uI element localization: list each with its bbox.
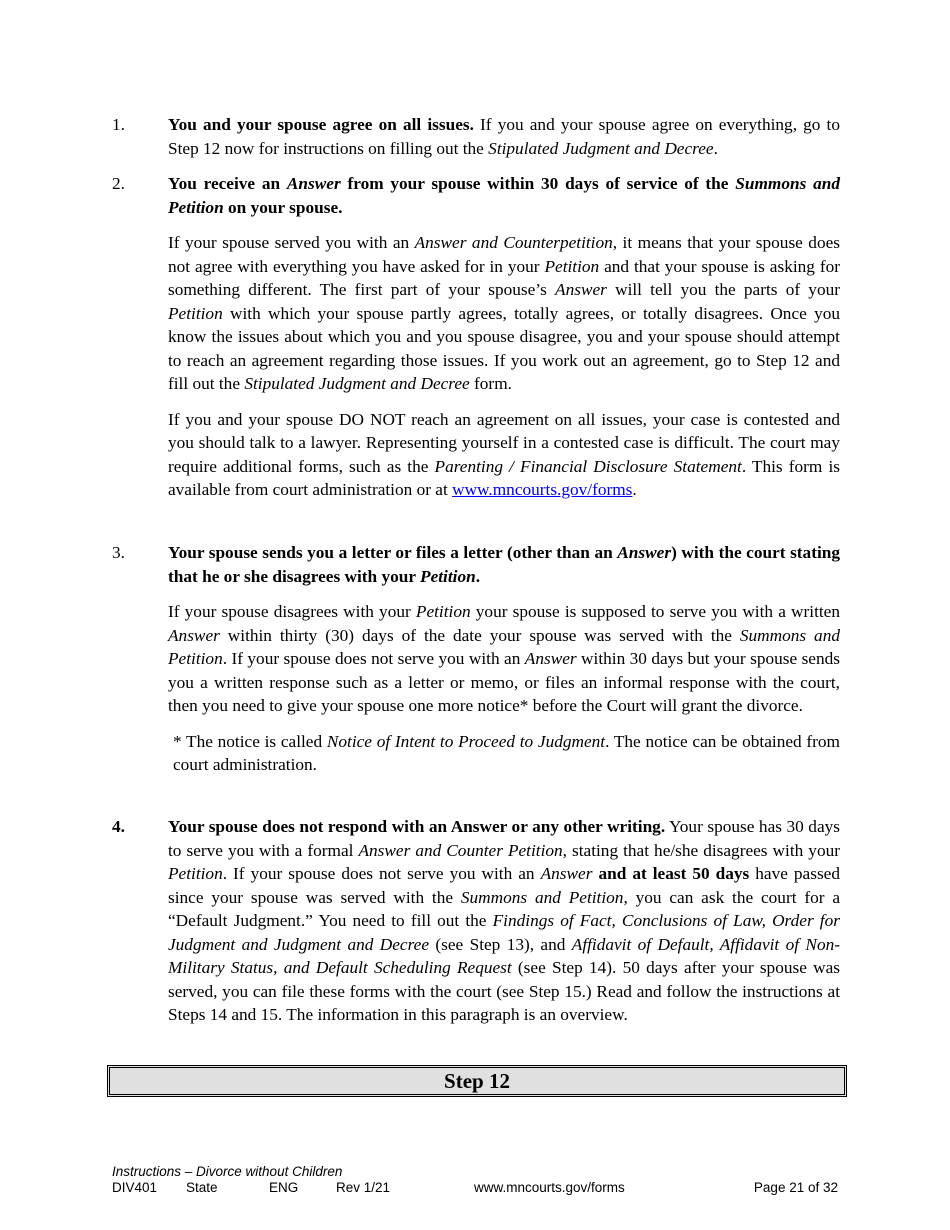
item-number: 1. [112, 115, 125, 134]
item-number: 4. [112, 817, 125, 836]
footer-website: www.mncourts.gov/forms [474, 1180, 625, 1195]
forms-link[interactable]: www.mncourts.gov/forms [452, 480, 633, 499]
item-2-heading: You receive an Answer from your spouse within 30 days of service of the Summons and Petition on your spouse. [168, 174, 841, 217]
page-footer [112, 1163, 840, 1198]
footer-document-title: Instructions – Divorce without Children [112, 1164, 343, 1179]
item-3-paragraph: If your spouse disagrees with your Petition your spouse is supposed to serve you with a written Answer within thirty (30) days of the date your spouse was served with the Summons and Petition. If your spouse does not serve you with an Answer within 30 days but your spouse sends you a written response such as a letter or memo, or files an informal response with the court, then you need to give your spouse one more notice* before the Court will grant the divorce. [168, 602, 840, 715]
list-item-1 [112, 113, 840, 160]
list-item-3 [112, 541, 840, 777]
item-1-text: You and your spouse agree on all issues. If you and your spouse agree on everything, go to Step 12 now for instructions on filling out the Stipulated Judgment and Decree. [168, 115, 841, 158]
item-4-text: Your spouse does not respond with an Answer or any other writing. Your spouse has 30 days to serve you with a formal Answer and Counter Petition, stating that he/she disagrees with your Petition. If your spouse does not serve you with an Answer and at least 50 days have passed since your spouse was served with the Summons and Petition, you can ask the court for a “Default Judgment.” You need to fill out the Findings of Fact, Conclusions of Law, Order for Judgment and Judgment and Decree (see Step 13), and Affidavit of Default, Affidavit of Non-Military Status, and Default Scheduling Request (see Step 14). 50 days after your spouse was served, you can file these forms with the court (see Step 15.) Read and follow the instructions at Steps 14 and 15. The information in this paragraph is an overview. [168, 817, 840, 1024]
item-2-paragraph-1: If your spouse served you with an Answer and Counterpetition, it means that your spouse does not agree with everything you have asked for in your Petition and that your spouse is asking for something different. The first part of your spouse’s Answer will tell you the parts of your Petition with which your spouse partly agrees, totally agrees, or totally disagrees. Once you know the issues about which you and you spouse disagree, you and your spouse should attempt to reach an agreement regarding those issues. If you work out an agreement, go to Step 12 and fill out the Stipulated Judgment and Decree form. [168, 233, 840, 393]
item-3-heading: Your spouse sends you a letter or files a letter (other than an Answer) with the court stating that he or she disagrees with your Petition. [168, 543, 840, 586]
list-item-2 [112, 172, 840, 502]
item-3-footnote: * The notice is called Notice of Intent to Proceed to Judgment. The notice can be obtained from court administration. [173, 731, 840, 774]
footer-page-number: Page 21 of 32 [753, 1180, 838, 1195]
item-number: 2. [112, 174, 125, 193]
footer-form-id: DIV401 [112, 1180, 158, 1195]
footer-jurisdiction: State [186, 1180, 218, 1195]
item-number: 3. [112, 543, 125, 562]
list-item-4 [112, 815, 840, 1027]
footer-language: ENG [269, 1180, 299, 1195]
footer-revision: Rev 1/21 [336, 1180, 391, 1195]
item-2-paragraph-2: If you and your spouse DO NOT reach an agreement on all issues, your case is contested and you should talk to a lawyer. Representing yourself in a contested case is difficult. The court may require additional forms, such as the Parenting / Financial Disclosure Statement. This form is available from court administration or at www.mncourts.gov/forms. [168, 409, 840, 499]
step-banner-title: Step 12 [444, 1069, 510, 1093]
step-12-banner [107, 1065, 847, 1097]
